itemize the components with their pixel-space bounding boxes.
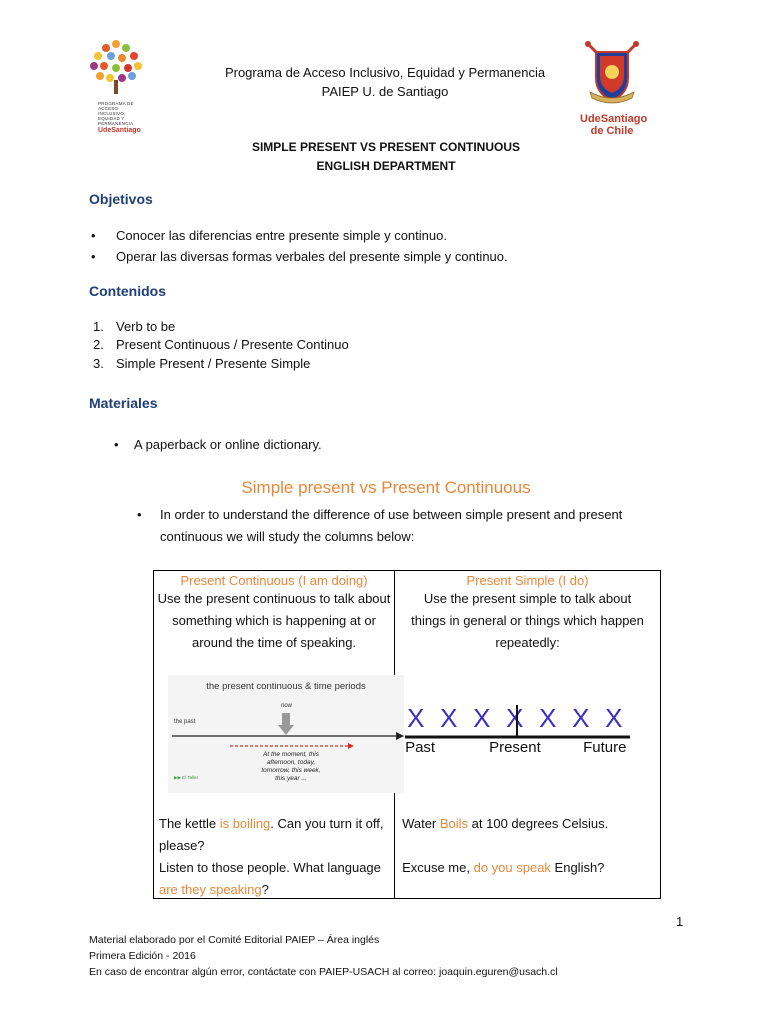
footer-line: Material elaborado por el Comité Editorial PAIEP – Área inglés bbox=[89, 934, 380, 946]
note-line: afternoon, today, bbox=[266, 759, 316, 766]
note-line: tomorrow, this week, bbox=[261, 767, 321, 774]
list-number: 3. bbox=[93, 356, 104, 371]
x-mark-icon: X bbox=[605, 703, 623, 733]
diagram-title: the present continuous & time periods bbox=[206, 681, 366, 692]
time-periods-diagram bbox=[168, 675, 404, 793]
present-simple-title: Present Simple (I do) bbox=[466, 573, 589, 588]
bullet-icon: • bbox=[91, 228, 96, 243]
x-mark-icon: X bbox=[407, 703, 425, 733]
present-simple-examples bbox=[402, 813, 658, 879]
present-simple-timeline bbox=[405, 703, 655, 763]
objetivos-item-text: Operar las diversas formas verbales del presente simple y continuo. bbox=[116, 249, 508, 264]
example-line bbox=[159, 879, 395, 901]
example-verb: are they speaking bbox=[159, 882, 262, 897]
present-continuous-desc bbox=[154, 588, 394, 654]
usach-logo-line1: UdeSantiago bbox=[580, 113, 648, 125]
footer-line: Primera Edición - 2016 bbox=[89, 950, 196, 962]
section-heading: Simple present vs Present Continuous bbox=[241, 478, 531, 497]
desc-line: repeatedly: bbox=[495, 635, 560, 650]
usach-crest-icon bbox=[580, 38, 644, 106]
list-number: 2. bbox=[93, 337, 104, 352]
example-line bbox=[402, 813, 658, 835]
example-text: English? bbox=[550, 860, 605, 875]
present-continuous-column bbox=[154, 571, 395, 899]
program-name-line1: Programa de Acceso Inclusivo, Equidad y Permanencia bbox=[224, 65, 546, 80]
contenidos-item-text: Verb to be bbox=[116, 319, 176, 334]
objetivos-heading: Objetivos bbox=[89, 191, 153, 207]
x-mark-icon: X bbox=[473, 703, 491, 733]
program-name-line2: PAIEP U. de Santiago bbox=[321, 84, 449, 99]
x-mark-icon: X bbox=[572, 703, 590, 733]
program-name bbox=[180, 63, 590, 101]
present-simple-column bbox=[395, 571, 661, 899]
materiales-heading: Materiales bbox=[89, 395, 158, 411]
contenidos-item-text: Simple Present / Presente Simple bbox=[116, 356, 311, 371]
title-line1: SIMPLE PRESENT VS PRESENT CONTINUOUS bbox=[251, 140, 521, 154]
desc-line: things in general or things which happen bbox=[411, 613, 644, 628]
example-line: please? bbox=[159, 838, 205, 853]
present-continuous-title: Present Continuous (I am doing) bbox=[180, 573, 368, 588]
materiales-item-text: A paperback or online dictionary. bbox=[134, 437, 322, 452]
timeline-present-label: Present bbox=[489, 739, 541, 756]
bullet-icon: • bbox=[114, 437, 119, 452]
desc-line: around the time of speaking. bbox=[192, 635, 357, 650]
desc-line: Use the present simple to talk about bbox=[423, 591, 632, 606]
list-number: 1. bbox=[93, 319, 104, 334]
note-line: At the moment, this bbox=[263, 751, 319, 758]
diagram-note bbox=[236, 751, 346, 783]
contenidos-heading: Contenidos bbox=[89, 283, 166, 299]
desc-line: Use the present continuous to talk about bbox=[157, 591, 391, 606]
present-continuous-examples bbox=[159, 813, 395, 901]
usach-logo-line2: de Chile bbox=[590, 125, 634, 137]
example-text: Excuse me, bbox=[402, 860, 474, 875]
x-mark-icon: X bbox=[506, 703, 524, 733]
example-text: Water bbox=[402, 816, 440, 831]
diagram-credit: ▶▶ El Taller bbox=[174, 775, 199, 780]
diagram-now-label: now bbox=[281, 703, 293, 709]
example-line bbox=[159, 813, 395, 835]
comparison-table bbox=[153, 570, 661, 899]
tree-logo-icon bbox=[86, 36, 146, 96]
x-mark-icon: X bbox=[539, 703, 557, 733]
paiep-logo bbox=[86, 36, 146, 134]
page-number: 1 bbox=[676, 914, 684, 929]
paiep-logo-brand: UdeSantiago bbox=[98, 127, 141, 134]
paiep-logo-text: PROGRAMA DE ACCESO INCLUSIVO, EQUIDAD Y PERMANENCIA bbox=[98, 101, 134, 126]
objetivos-item-text: Conocer las diferencias entre presente simple y continuo. bbox=[116, 228, 447, 243]
example-text: The kettle bbox=[159, 816, 220, 831]
contenidos-item-text: Present Continuous / Presente Continuo bbox=[116, 337, 349, 352]
document-title bbox=[150, 138, 622, 176]
example-verb: do you speak bbox=[473, 860, 551, 875]
footer-line: En caso de encontrar algún error, contáctate con PAIEP-USACH al correo: joaquin.eguren@usach.cl bbox=[89, 966, 558, 978]
example-line bbox=[402, 857, 658, 879]
intro-line1: In order to understand the difference of use between simple present and present bbox=[160, 507, 623, 522]
timeline-line-icon bbox=[405, 703, 655, 743]
example-text: at 100 degrees Celsius. bbox=[468, 816, 609, 831]
x-mark-icon: X bbox=[440, 703, 458, 733]
example-verb: Boils bbox=[439, 816, 469, 831]
usach-logo bbox=[580, 38, 648, 138]
desc-line: something which is happening at or bbox=[172, 613, 376, 628]
bullet-icon: • bbox=[91, 249, 96, 264]
present-simple-desc bbox=[395, 588, 660, 654]
example-text: ? bbox=[261, 882, 269, 897]
intro-line2: continuous we will study the columns below: bbox=[160, 529, 415, 544]
note-line: this year ... bbox=[275, 775, 307, 782]
diagram-past-label: the past bbox=[174, 719, 196, 725]
title-line2: ENGLISH DEPARTMENT bbox=[316, 159, 456, 173]
footer bbox=[89, 932, 689, 980]
timeline-past-label: Past bbox=[405, 739, 436, 756]
bullet-icon: • bbox=[137, 507, 142, 522]
example-line: Listen to those people. What language bbox=[159, 860, 381, 875]
timeline-future-label: Future bbox=[583, 739, 627, 756]
example-text: . Can you turn it off, bbox=[270, 816, 384, 831]
example-verb: is boiling bbox=[219, 816, 271, 831]
